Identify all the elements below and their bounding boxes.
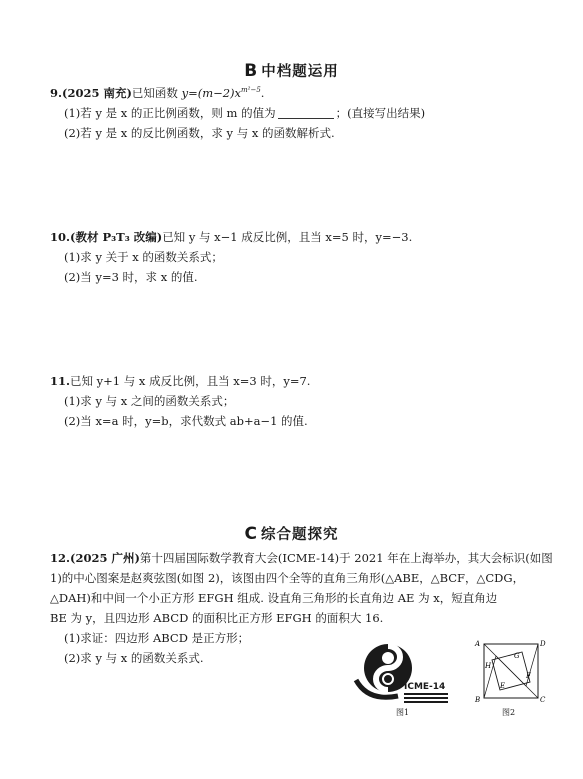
q12-number: 12. — [50, 551, 71, 565]
logo-dot-top — [382, 652, 394, 664]
q10-source: (教材 P₃T₃ 改编) — [70, 230, 163, 244]
q12-line2: 1)的中心图案是赵爽弦图(如图 2)，该图由四个全等的直角三角形(△ABE，△BCF，△CDG， — [50, 571, 525, 585]
line-cg — [496, 656, 538, 698]
q12-part2: (2)求 y 与 x 的函数关系式. — [64, 651, 204, 665]
logo-bar-2 — [404, 697, 448, 699]
section-c-letter: C — [244, 524, 258, 544]
section-c-heading — [0, 523, 583, 544]
q12-part1: (1)求证：四边形 ABCD 是正方形； — [64, 631, 250, 645]
q11-part2: (2)当 x=a 时，y=b，求代数式 ab+a−1 的值. — [64, 414, 308, 428]
section-b-letter: B — [244, 61, 259, 81]
figure2-caption: 图2 — [502, 708, 516, 717]
q12-text-1: 第十四届国际数学教育大会(ICME-14)于 2021 年在上海举办，其大会标识(如图 — [139, 551, 553, 565]
q9-formula: y=(m−2)x — [181, 86, 242, 100]
q9-part1-text: (1)若 y 是 x 的正比例函数，则 m 的值为 — [64, 106, 276, 120]
label-a: A — [475, 640, 481, 648]
q12-source: (2025 广州) — [70, 551, 140, 565]
q9-exponent: m²−5 — [241, 86, 261, 95]
q11-stem-text: 已知 y+1 与 x 成反比例，且当 x=3 时，y=7. — [70, 374, 311, 388]
label-g: G — [514, 652, 520, 660]
label-h: H — [485, 662, 492, 670]
label-c: C — [540, 696, 546, 704]
logo-text: ICME-14 — [404, 682, 446, 692]
q10-part1: (1)求 y 关于 x 的函数关系式； — [64, 250, 223, 264]
label-d: D — [540, 640, 546, 648]
q9-stem — [50, 86, 264, 101]
figure2-zhao-shuang-diagram — [470, 634, 548, 708]
logo-bar-3 — [404, 701, 448, 703]
q10-number: 10. — [50, 230, 71, 244]
q9-stem-end: . — [260, 86, 265, 100]
q9-part1-note: ；(直接写出结果) — [335, 106, 426, 120]
q12-line4: BE 为 y，且四边形 ABCD 的面积比正方形 EFGH 的面积大 16. — [50, 611, 384, 625]
section-b-heading — [0, 60, 583, 81]
q12-line1 — [50, 551, 553, 566]
q11-number: 11. — [50, 374, 71, 388]
q9-part2: (2)若 y 是 x 的反比例函数，求 y 与 x 的函数解析式. — [64, 126, 335, 140]
q10-stem-text: 已知 y 与 x−1 成反比例，且当 x=5 时，y=−3. — [162, 230, 413, 244]
logo-dot-bottom — [383, 674, 393, 684]
label-b: B — [475, 696, 481, 704]
q11-part1: (1)求 y 与 x 之间的函数关系式； — [64, 394, 235, 408]
figure1-icme-logo — [348, 640, 458, 710]
q9-answer-blank[interactable] — [278, 107, 334, 119]
section-c-title: 综合题探究 — [260, 527, 339, 543]
q10-stem — [50, 230, 412, 245]
q11-stem — [50, 374, 310, 389]
logo-bar-1 — [404, 693, 448, 695]
figure1-caption: 图1 — [396, 708, 410, 717]
q9-stem-text: 已知函数 — [131, 86, 182, 100]
q10-part2: (2)当 y=3 时，求 x 的值. — [64, 270, 198, 284]
q9-part1 — [64, 106, 425, 121]
q12-line3: △DAH)和中间一个小正方形 EFGH 组成. 设直角三角形的长直角边 AE 为 x，短直角边 — [50, 591, 498, 605]
q9-number: 9. — [50, 86, 63, 100]
section-b-title: 中档题运用 — [261, 64, 339, 80]
q9-source: (2025 南充) — [62, 86, 132, 100]
label-f: F — [526, 672, 531, 680]
label-e: E — [500, 682, 506, 690]
